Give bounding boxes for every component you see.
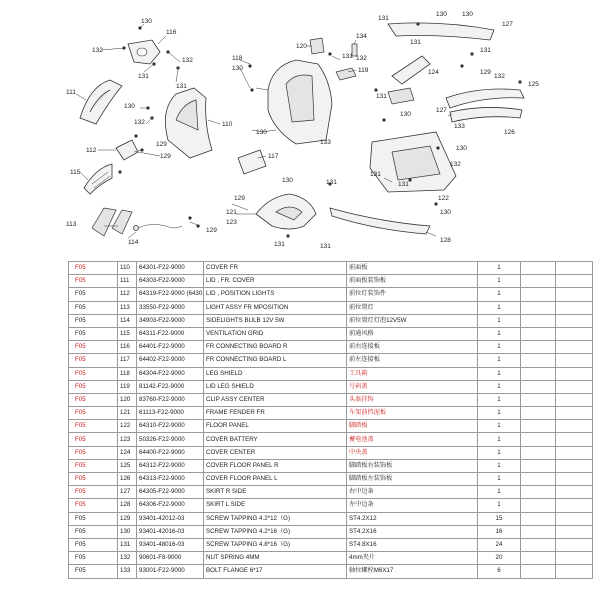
cell-code: F05 [69, 552, 118, 565]
cell-no: 133 [118, 565, 137, 578]
table-row [69, 262, 593, 275]
cell-qty: 1 [478, 301, 521, 314]
table-row [69, 538, 593, 551]
callout: 132 [494, 73, 505, 80]
cell-desc: COVER BATTERY [204, 433, 347, 446]
callout: 128 [440, 237, 451, 244]
cell-cn: 4mm夹片 [347, 552, 478, 565]
callout: 132 [134, 119, 145, 126]
callout: 129 [206, 227, 217, 234]
cell-empty [556, 433, 593, 446]
callout: 118 [232, 55, 243, 62]
cell-code: F05 [69, 275, 118, 288]
cell-empty [521, 459, 556, 472]
cell-desc: BOLT FLANGE 6*17 [204, 565, 347, 578]
callout: 130 [440, 209, 451, 216]
cell-empty [556, 486, 593, 499]
callout: 111 [66, 89, 76, 96]
cell-pn: 33550-F22-9000 [137, 301, 204, 314]
callout: 131 [326, 179, 337, 186]
callout: 130 [124, 103, 135, 110]
cell-desc: SKIRT R SIDE [204, 486, 347, 499]
cell-desc: COVER FLOOR PANEL L [204, 473, 347, 486]
cell-empty [521, 565, 556, 578]
cell-no: 118 [118, 367, 137, 380]
cell-empty [556, 341, 593, 354]
cell-desc: COVER FR [204, 262, 347, 275]
cell-empty [521, 380, 556, 393]
cell-empty [556, 367, 593, 380]
cell-code: F05 [69, 512, 118, 525]
cell-no: 116 [118, 341, 137, 354]
callout: 134 [356, 33, 367, 40]
cell-no: 119 [118, 380, 137, 393]
table-row [69, 393, 593, 406]
cell-cn: 前通风格 [347, 327, 478, 340]
part-125-cover-floor-panel-r [446, 89, 524, 108]
cell-no: 121 [118, 407, 137, 420]
cell-desc: SCREW TAPPING 4.2*12（G) [204, 512, 347, 525]
part-128-skirt-l-side [330, 208, 430, 234]
callout: 130 [436, 11, 447, 18]
cell-qty: 1 [478, 420, 521, 433]
cell-code: F05 [69, 525, 118, 538]
cell-empty [556, 380, 593, 393]
cell-code: F05 [69, 380, 118, 393]
cell-pn: 83760-F22-9000 [137, 393, 204, 406]
table-row [69, 486, 593, 499]
cell-qty: 1 [478, 473, 521, 486]
callout: 112 [86, 147, 97, 154]
cell-qty: 1 [478, 459, 521, 472]
cell-empty [521, 552, 556, 565]
cell-code: F05 [69, 565, 118, 578]
cell-pn: 64310-F22-9000 [137, 420, 204, 433]
cell-qty: 1 [478, 275, 521, 288]
cell-desc: FR CONNECTING BOARD L [204, 354, 347, 367]
cell-pn: 64313-F22-9000 [137, 473, 204, 486]
cell-qty: 1 [478, 380, 521, 393]
table-row [69, 552, 593, 565]
callout: 127 [436, 107, 447, 114]
cell-desc: SCREW TAPPING 4.2*16（G) [204, 525, 347, 538]
cell-desc: COVER FLOOR PANEL R [204, 459, 347, 472]
cell-cn: 脚踏板左装饰板 [347, 473, 478, 486]
cell-desc: SKIRT L SIDE [204, 499, 347, 512]
cell-cn: 蓄电池盖 [347, 433, 478, 446]
callout: 131 [410, 39, 421, 46]
cell-qty: 1 [478, 393, 521, 406]
cell-empty [556, 459, 593, 472]
cell-empty [521, 327, 556, 340]
table-row [69, 341, 593, 354]
cell-no: 124 [118, 446, 137, 459]
callout: 114 [128, 239, 139, 246]
cell-empty [521, 512, 556, 525]
cell-pn: 90601-F8-9000 [137, 552, 204, 565]
cell-code: F05 [69, 459, 118, 472]
exploded-parts-diagram [0, 0, 600, 255]
part-127-skirt-r-side [388, 23, 494, 40]
cell-pn: 61113-F22-9000 [137, 407, 204, 420]
cell-cn: 前左连接板 [347, 354, 478, 367]
callout: 122 [438, 195, 449, 202]
cell-pn: 34903-F22-9000 [137, 314, 204, 327]
callout: 131 [480, 47, 491, 54]
cell-qty: 1 [478, 288, 521, 301]
cell-desc: FRAME FENDER FR [204, 407, 347, 420]
cell-code: F05 [69, 262, 118, 275]
cell-desc: LID LEG SHIELD [204, 380, 347, 393]
cell-pn: 93401-48016-03 [137, 538, 204, 551]
callout: 130 [141, 18, 152, 25]
cell-pn: 50326-F22-9000 [137, 433, 204, 446]
cell-qty: 1 [478, 314, 521, 327]
cell-qty: 1 [478, 407, 521, 420]
callout: 129 [234, 195, 245, 202]
cell-no: 115 [118, 327, 137, 340]
cell-desc: SCREW TAPPING 4.8*16（G) [204, 538, 347, 551]
cell-desc: LIGHT ASSY FR MPOSITION [204, 301, 347, 314]
table-row [69, 565, 593, 578]
callout: 119 [358, 67, 369, 74]
cell-empty [521, 288, 556, 301]
cell-code: F05 [69, 341, 118, 354]
cell-no: 128 [118, 499, 137, 512]
callout: 127 [502, 21, 513, 28]
cell-qty: 15 [478, 512, 521, 525]
cell-pn: 93001-F22-9000 [137, 565, 204, 578]
table-row [69, 288, 593, 301]
cell-empty [556, 314, 593, 327]
cell-cn: 工具箱 [347, 367, 478, 380]
cell-pn: 93401-42016-03 [137, 525, 204, 538]
cell-no: 111 [118, 275, 137, 288]
cell-desc: FR CONNECTING BOARD R [204, 341, 347, 354]
cell-empty [556, 275, 593, 288]
cell-no: 114 [118, 314, 137, 327]
callout: 132 [182, 57, 193, 64]
cell-empty [556, 354, 593, 367]
cell-empty [556, 446, 593, 459]
cell-code: F05 [69, 354, 118, 367]
table-row [69, 301, 593, 314]
cell-no: 112 [118, 288, 137, 301]
cell-qty: 1 [478, 499, 521, 512]
cell-pn: 64306-F22-9000 [137, 499, 204, 512]
table-row [69, 380, 593, 393]
callout: 131 [320, 243, 331, 250]
table-row [69, 407, 593, 420]
cell-empty [521, 473, 556, 486]
cell-empty [521, 446, 556, 459]
cell-cn: 前面板 [347, 262, 478, 275]
callout: 129 [480, 69, 491, 76]
cell-empty [556, 288, 593, 301]
cell-pn: 64304-F22-9000 [137, 367, 204, 380]
cell-empty [521, 538, 556, 551]
cell-empty [521, 433, 556, 446]
cell-no: 132 [118, 552, 137, 565]
cell-cn: 前右连接板 [347, 341, 478, 354]
cell-code: F05 [69, 327, 118, 340]
cell-cn: 脚踏板 [347, 420, 478, 433]
cell-empty [521, 367, 556, 380]
table-row [69, 499, 593, 512]
part-110-cover-fr [165, 88, 212, 158]
cell-desc: FLOOR PANEL [204, 420, 347, 433]
cell-cn: 前位灯装饰件 [347, 288, 478, 301]
table-row [69, 525, 593, 538]
table-row [69, 275, 593, 288]
cell-desc: COVER CENTER [204, 446, 347, 459]
cell-empty [556, 420, 593, 433]
cell-desc: VENTILATION GRID [204, 327, 347, 340]
cell-empty [521, 301, 556, 314]
part-113-light-assy-fr-position [92, 208, 132, 236]
part-115-ventilation-grid [84, 164, 112, 194]
cell-cn: 左中边条 [347, 499, 478, 512]
callout: 131 [378, 15, 389, 22]
callout: 130 [456, 145, 467, 152]
cell-qty: 16 [478, 525, 521, 538]
cell-empty [556, 525, 593, 538]
cell-desc: SIDELIGHTS BULB 12V 5W [204, 314, 347, 327]
cell-cn: 前位置灯灯泡12V5W [347, 314, 478, 327]
callout: 130 [282, 177, 293, 184]
table-row [69, 354, 593, 367]
table-row [69, 473, 593, 486]
cell-no: 131 [118, 538, 137, 551]
callout: 121 [226, 209, 237, 216]
cell-no: 113 [118, 301, 137, 314]
part-126-cover-floor-panel-l [450, 107, 522, 122]
cell-pn: 64400-F22-9000 [137, 446, 204, 459]
cell-cn: 号码盖 [347, 380, 478, 393]
cell-no: 127 [118, 486, 137, 499]
cell-qty: 6 [478, 565, 521, 578]
cell-code: F05 [69, 538, 118, 551]
parts-list-table [68, 261, 593, 579]
cell-code: F05 [69, 393, 118, 406]
cell-cn: 脚踏板右装饰板 [347, 459, 478, 472]
cell-code: F05 [69, 288, 118, 301]
cell-pn: 64305-F22-9000 [137, 486, 204, 499]
cell-cn: 中央盖 [347, 446, 478, 459]
cell-code: F05 [69, 420, 118, 433]
part-111-lid-fr-cover [80, 80, 122, 124]
part-120-clip-assy-center [310, 38, 324, 54]
cell-qty: 24 [478, 538, 521, 551]
cell-pn: 81142-F22-9000 [137, 380, 204, 393]
part-122-floor-panel [370, 132, 456, 192]
cell-no: 125 [118, 459, 137, 472]
callout: 133 [454, 123, 465, 130]
cell-cn: 右中边条 [347, 486, 478, 499]
table-row [69, 420, 593, 433]
cell-cn: 车架前挡泥板 [347, 407, 478, 420]
callout: 133 [320, 139, 331, 146]
callout: 123 [226, 219, 237, 226]
cell-empty [521, 486, 556, 499]
cell-code: F05 [69, 473, 118, 486]
cell-cn: 前面板装饰板 [347, 275, 478, 288]
cell-empty [556, 565, 593, 578]
cell-empty [556, 473, 593, 486]
callout: 116 [166, 29, 177, 36]
table-row [69, 367, 593, 380]
cell-pn: 64319-F22-9000 (6430 [137, 288, 204, 301]
cell-no: 126 [118, 473, 137, 486]
cell-desc: LEG SHIELD [204, 367, 347, 380]
table-row [69, 433, 593, 446]
cell-empty [521, 354, 556, 367]
cell-pn: 64402-F22-9000 [137, 354, 204, 367]
table-row [69, 314, 593, 327]
callout: 110 [222, 121, 233, 128]
cell-empty [556, 327, 593, 340]
cell-empty [521, 275, 556, 288]
callout: 120 [296, 43, 307, 50]
cell-no: 123 [118, 433, 137, 446]
cell-code: F05 [69, 499, 118, 512]
cell-no: 130 [118, 525, 137, 538]
callout: 126 [504, 129, 515, 136]
part-123-cover-battery [388, 88, 414, 104]
part-116-fr-connecting-board-r [128, 40, 160, 64]
cell-empty [556, 552, 593, 565]
callout: 131 [398, 181, 409, 188]
cell-empty [521, 420, 556, 433]
cell-cn: 轴位螺栓M6X17 [347, 565, 478, 578]
cell-empty [521, 262, 556, 275]
callout: 115 [70, 169, 81, 176]
cell-cn: ST4.2X12 [347, 512, 478, 525]
cell-pn: 64301-F22-9000 [137, 262, 204, 275]
cell-cn: 头盔挂钩 [347, 393, 478, 406]
table-row [69, 459, 593, 472]
cell-qty: 1 [478, 433, 521, 446]
callout: 125 [528, 81, 539, 88]
callout: 131 [376, 93, 387, 100]
cell-pn: 64401-F22-9000 [137, 341, 204, 354]
cell-no: 129 [118, 512, 137, 525]
cell-empty [521, 407, 556, 420]
cell-empty [556, 512, 593, 525]
cell-qty: 1 [478, 367, 521, 380]
part-114-sidelights-bulb [134, 224, 183, 230]
cell-cn: ST4.8X16 [347, 538, 478, 551]
cell-code: F05 [69, 446, 118, 459]
cell-qty: 1 [478, 327, 521, 340]
callout: 117 [268, 153, 279, 160]
callout: 129 [156, 141, 167, 148]
cell-code: F05 [69, 314, 118, 327]
table-row [69, 327, 593, 340]
cell-no: 120 [118, 393, 137, 406]
cell-no: 122 [118, 420, 137, 433]
callout: 131 [138, 73, 149, 80]
callout: 124 [428, 69, 439, 76]
cell-no: 117 [118, 354, 137, 367]
cell-empty [521, 393, 556, 406]
callout: 130 [232, 65, 243, 72]
part-121-frame-fender-fr [256, 194, 316, 229]
cell-pn: 64311-F22-9000 [137, 327, 204, 340]
callout: 130 [256, 129, 267, 136]
cell-empty [521, 525, 556, 538]
table-row [69, 512, 593, 525]
cell-pn: 93401-42012-03 [137, 512, 204, 525]
cell-empty [556, 407, 593, 420]
cell-code: F05 [69, 301, 118, 314]
callout: 113 [66, 221, 77, 228]
part-118-leg-shield [268, 60, 332, 144]
table-row [69, 446, 593, 459]
callout: 130 [462, 11, 473, 18]
callout: 132 [450, 161, 461, 168]
cell-qty: 1 [478, 341, 521, 354]
cell-empty [556, 538, 593, 551]
cell-qty: 1 [478, 262, 521, 275]
cell-qty: 20 [478, 552, 521, 565]
part-124-cover-center [392, 56, 430, 84]
callout: 131 [342, 53, 353, 60]
cell-cn: 前位置灯 [347, 301, 478, 314]
part-117-fr-connecting-board-l [238, 150, 266, 174]
part-119-lid-leg-shield [336, 68, 356, 80]
cell-qty: 1 [478, 354, 521, 367]
cell-qty: 1 [478, 446, 521, 459]
cell-desc: LID , FR. COVER [204, 275, 347, 288]
cell-cn: ST4.2X16 [347, 525, 478, 538]
cell-empty [556, 301, 593, 314]
callout: 132 [92, 47, 103, 54]
callout: 131 [274, 241, 285, 248]
cell-empty [556, 262, 593, 275]
cell-no: 110 [118, 262, 137, 275]
cell-empty [556, 393, 593, 406]
callout: 129 [160, 153, 171, 160]
cell-pn: 64303-F22-9000 [137, 275, 204, 288]
cell-code: F05 [69, 486, 118, 499]
callout: 131 [370, 171, 381, 178]
cell-pn: 64312-F22-9000 [137, 459, 204, 472]
callout: 130 [400, 111, 411, 118]
part-112-lid-position-lights [116, 140, 138, 160]
cell-desc: NUT SPRING 4MM [204, 552, 347, 565]
cell-desc: CLIP ASSY CENTER [204, 393, 347, 406]
cell-desc: LID , POSITION LIGHTS [204, 288, 347, 301]
cell-empty [556, 499, 593, 512]
cell-empty [521, 314, 556, 327]
cell-code: F05 [69, 407, 118, 420]
cell-empty [521, 341, 556, 354]
callout: 131 [176, 83, 187, 90]
callout: 132 [356, 55, 367, 62]
cell-code: F05 [69, 367, 118, 380]
cell-qty: 1 [478, 486, 521, 499]
cell-code: F05 [69, 433, 118, 446]
cell-empty [521, 499, 556, 512]
